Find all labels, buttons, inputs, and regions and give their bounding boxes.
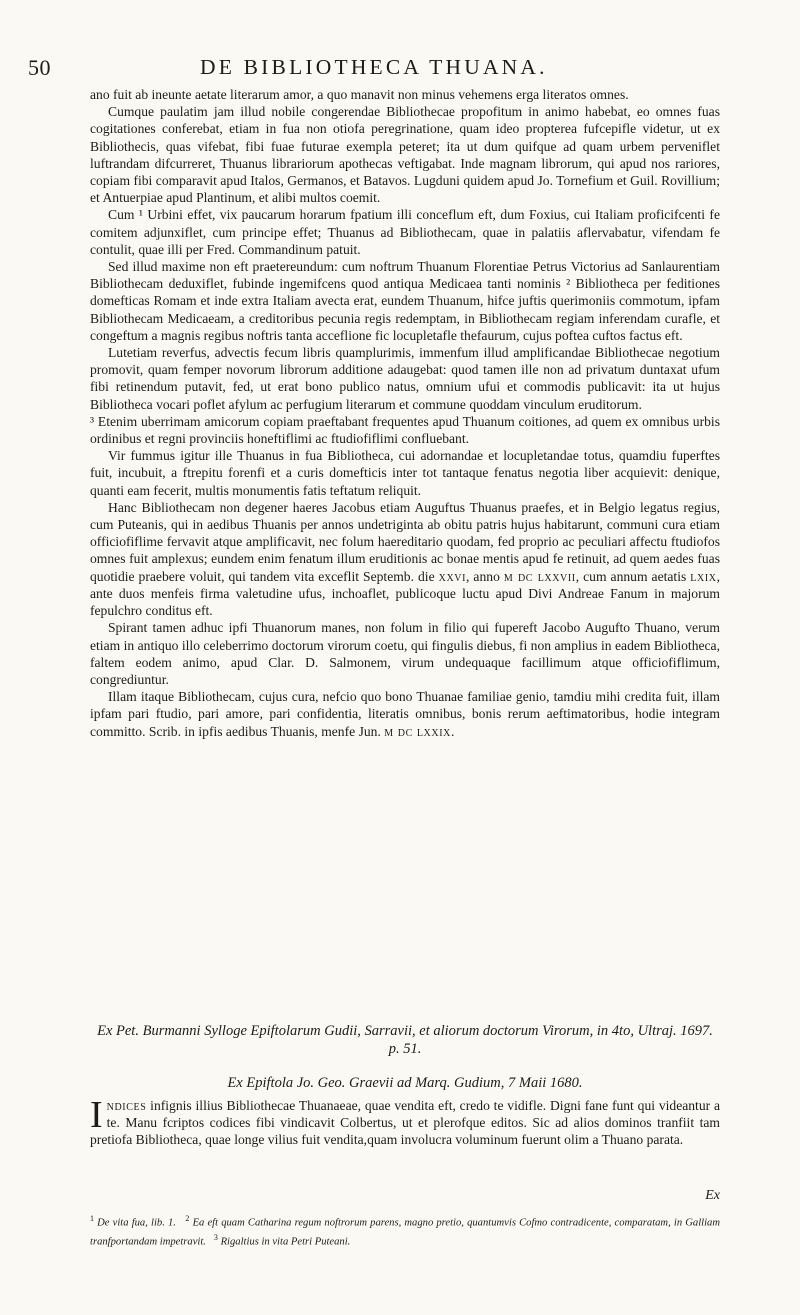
paragraph-9: Spirant tamen adhuc ipfi Thuanorum manes, non folum in filio qui fupereft Jacobo Augufto Thuano, verum etiam in antiquo illo celeberrimo doctorum virorum coetu, qui fingulis diebus, fi non amplius in eadem Bibliotheca, faltem eodem animo, apud Clar. D. Salmonem, virum undequaque facillimum atque officiofiflimum, congrediuntur. xyxy=(90,620,720,687)
footnote-1: De vita fua, lib. 1. xyxy=(97,1217,176,1229)
source-citation-burmann: Ex Pet. Burmanni Sylloge Epiftolarum Gudii, Sarravii, et aliorum doctorum Virorum, in 4to, Ultraj. 1697. p. 51. xyxy=(97,1023,713,1057)
drop-cap: I xyxy=(90,1094,103,1136)
paragraph-8-text-c: , cum annum aetatis xyxy=(575,568,687,584)
paragraph-8-text-b: , anno xyxy=(466,568,500,584)
paragraph-7: Vir fummus igitur ille Thuanus in fua Bibliotheca, cui adornandae et locupletandae totus, quamdiu fuperftes fuit, incubuit, a ftrepitu forenfi et a curis domefticis inter tot tantaque fenatus negotia liber acquievit: denique, quanti eam fecerit, multis monumentis fatis teftatum reliquit. xyxy=(90,448,720,498)
letter-lead-caps: ndices xyxy=(106,1098,147,1113)
paragraph-5: Lutetiam reverfus, advectis fecum libris quamplurimis, immenfum illud amplificandae Bibliothecae negotium promovit, quam femper novorum librorum additione adaugebat: quod tamen ille non ad privatum duntaxat ufum fibi retinendum putavit, fed, ut erat bono publico natus, omnium ufui et commodis publicavit: ita ut hujus Bibliotheca vocari poflet afylum ac perfugium literarum et commune quoddam vinculum eruditorum. xyxy=(90,345,720,412)
letter-year: m dc lxxix xyxy=(384,723,451,739)
paragraph-4: Sed illud maxime non eft praetereundum: cum noftrum Thuanum Florentiae Petrus Victorius ad Sanlaurentiam Bibliothecam deduxiflet, fubinde ingemifcens quod antiqua Medicaea tanti nominis ² Bibliotheca per feditiones domefticas Romam et inde extra Italiam avecta erat, eundem Thuanum, hifce juftis querimoniis commotum, ipfam Bibliothecam Medicaeam, a creditoribus pecunia regis redemptam, in Bibliothecam regiam inferendam curafle, et congeftum a magnis regibus noftris tanta acceflione fic locupletafle thefaurum, cujus poftea cuftos factus eft. xyxy=(90,259,720,343)
running-head: DE BIBLIOTHECA THUANA. xyxy=(200,55,548,79)
paragraph-10-text: Illam itaque Bibliothecam, cujus cura, nefcio quo bono Thuanae familiae genio, tamdiu mihi credita fuit, illam ipfam pari ftudio, pari amore, pari confidentia, literatis omnibus, bonis rerum aeftimatoribus, hodie integram committo. Scrib. in ipfis aedibus Thuanis, menfe Jun. xyxy=(90,689,720,739)
paragraph-8-text-d: , ante duos menfeis firma valetudine ufus, inchoaflet, publicoque luctu apud Divi Andreae Fanum in majorum fepulchro conditus eft. xyxy=(90,568,720,619)
footnote-3-mark: 3 xyxy=(213,1232,218,1242)
catchword: Ex xyxy=(705,1188,720,1203)
source-citation-graevius: Ex Epiftola Jo. Geo. Graevii ad Marq. Gudium, 7 Maii 1680. xyxy=(227,1075,583,1091)
age-numeral: lxix xyxy=(690,568,717,584)
footnote-2: Ea eft quam Catharina regum noftrorum parens, magno pretio, quantumvis Cofmo contradicente, comparatam, in Galliam tranfportandam impetravit. xyxy=(90,1217,720,1248)
graevius-letter xyxy=(90,1094,720,1149)
page-number: 50 xyxy=(28,55,51,80)
paragraph-6: ³ Etenim uberrimam amicorum copiam praeftabant frequentes apud Thuanum coitiones, ad quem ex omnibus urbis ordinibus et regni provinciis honeftiflimi ac ftudiofiflimi confluebant. xyxy=(90,413,720,447)
footnote-2-mark: 2 xyxy=(185,1214,190,1223)
footnote-3: Rigaltius in vita Petri Puteani. xyxy=(220,1236,351,1248)
footnotes xyxy=(90,1212,720,1249)
footnote-1-mark: 1 xyxy=(90,1214,94,1223)
paragraph-2: Cumque paulatim jam illud nobile congerendae Bibliothecae propofitum in animo habebat, eo omnes fuas cogitationes conferebat, etiam in fua non otiofa peregrinatione, quam ideo propterea fufcepifle videtur, ut ex Bibliothecis, quas vifebat, fibi fuae futurae exempla peteret; ita ut dum quifque ad quam urbem perveniflet luftrandam difcurreret, Thuanus librariorum apothecas veftigabat. Inde magnam librorum, qui apud nos rariores, copiam fibi comparavit apud Italos, Germanos, et Batavos. Lugduni quidem apud Jo. Tornefium et Guil. Rovillium; et Antuerpiae apud Plantinum, et alibi multos coemit. xyxy=(90,104,720,206)
death-day: xxvi xyxy=(438,568,467,584)
paragraph-1: ano fuit ab ineunte aetate literarum amor, a quo manavit non minus vehemens erga literatos omnes. xyxy=(90,87,629,102)
main-text xyxy=(90,86,720,740)
paragraph-8-text-a: Hanc Bibliothecam non degener haeres Jacobus etiam Auguftus Thuanus praefes, et in Belgio legatus regius, cum Puteanis, qui in aedibus Thuanis per annos undetriginta ab obitu patris hujus habitarunt, communi cura etiam officiofiflime fervavit atque amplificavit, nec folum haereditario quodam, fed proprio ac peculiari affectu ftudiofos omnes fuit amplexus; eundem enim fenatum illum eruditionis ac bonae mentis apud fe retinuit, ad quem aedes fuas quotidie praebere voluit, qui tandem vita exceflit Septemb. die xyxy=(90,499,720,584)
paragraph-8 xyxy=(90,499,720,619)
letter-text: infignis illius Bibliothecae Thuanaeae, quae vendita eft, credo te vidifle. Digni fane funt qui videantur a te. Manu fcriptos codices fibi vindicavit Colbertus, ut et plerofque editos. Sic ad alios dominos tranfiit tam pretiofa Bibliotheca, quae longe vilius fuit vendita,quam involucra voluminum fuerunt olim a Thuano parata. xyxy=(90,1098,720,1148)
paragraph-10-end: . xyxy=(450,723,455,739)
paragraph-10 xyxy=(90,688,720,740)
death-year: m dc lxxvii xyxy=(503,568,576,584)
paragraph-3: Cum ¹ Urbini effet, vix paucarum horarum fpatium illi conceflum eft, dum Foxius, cui Italiam proficifcenti fe comitem adjunxiflet, cum principe effet; Thuanus ad Bibliothecam, quae in palatiis aflervabatur, vifendam fe contulit, quae illi per Fred. Commandinum patuit. xyxy=(90,207,720,257)
